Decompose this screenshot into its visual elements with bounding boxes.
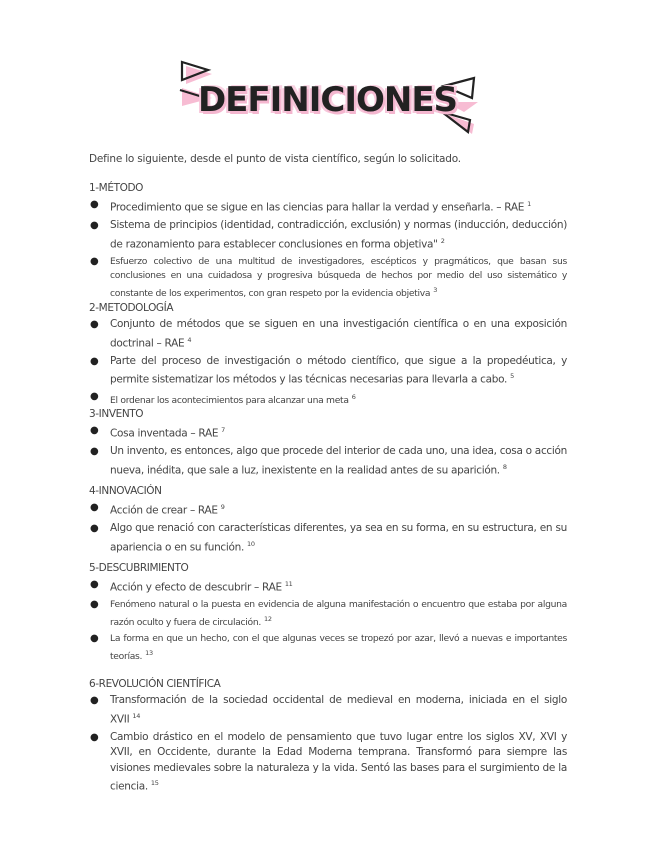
- list-item: ● Transformación de la sociedad occidental de medieval en moderna, iniciada en el siglo XVII $^{14}$: [90, 694, 567, 725]
- bullet-icon: ●: [90, 255, 99, 267]
- footnote-ref: 14: [132, 711, 141, 720]
- footnote-ref: 13: [145, 649, 153, 658]
- list-item: ● Sistema de principios (identidad, contradicción, exclusión) y normas (inducción, deducción) de razonamiento para establecer conclusiones en forma objetiva" $^2$: [90, 219, 567, 250]
- section-title: 6-REVOLUCIÓN CIENTÍFICA: [89, 678, 221, 690]
- footnote-ref: 3: [433, 285, 438, 294]
- bullet-icon: ●: [90, 319, 99, 330]
- list-item: ● Cambio drástico en el modelo de pensamiento que tuvo lugar entre los siglos XV, XVI y XVII, en Occidente, durante la Edad Moderna temprana. Transformó para siempre las visiones medievales sobre la naturaleza y la vida. Sentó las bases para el surgimiento de la ciencia. $^{15}$: [90, 730, 567, 793]
- footnote-ref: 10: [247, 539, 255, 548]
- section-revolucion-cientifica: [89, 678, 567, 797]
- section-title: 4-INNOVACIÓN: [89, 485, 162, 497]
- bullet-icon: ●: [90, 523, 99, 534]
- list-item: ● Fenómeno natural o la puesta en evidencia de alguna manifestación o encuentro que estaba por alguna razón oculto y fuera de circulación. $^{12}$: [90, 599, 567, 629]
- section-invento: [89, 408, 567, 481]
- footnote-ref: 1: [527, 200, 531, 208]
- bullet-icon: ●: [90, 425, 99, 436]
- bullet-icon: ●: [90, 446, 99, 457]
- bullet-icon: ●: [90, 633, 99, 645]
- footnote-ref: 8: [502, 462, 507, 471]
- list-item: ● Algo que renació con características diferentes, ya sea en su forma, en su estructura, en su apariencia o en su función. $^{10}$: [90, 522, 567, 553]
- section-metodo: [89, 182, 567, 303]
- footnote-ref: 5: [510, 372, 514, 380]
- section-title: 2-METODOLOGÍA: [89, 302, 174, 314]
- bullet-icon: ●: [90, 355, 99, 367]
- bullet-icon: ●: [90, 695, 99, 706]
- footnote-ref: 11: [284, 580, 293, 588]
- section-title: 1-MÉTODO: [89, 182, 143, 194]
- bullet-icon: ●: [90, 502, 99, 513]
- list-item: ● El ordenar los acontecimientos para alcanzar una meta $^6$: [90, 391, 356, 407]
- bullet-icon: ●: [90, 731, 99, 743]
- footnote-ref: 7: [221, 426, 226, 434]
- list-item: ● Esfuerzo colectivo de una multitud de investigadores, escépticos y pragmáticos, que basan sus conclusiones en una cuidadosa y progresiva búsqueda de hechos por medio del uso sistemático y constante de los experimentos, con gran respeto por la evidencia objetiva $^3$: [90, 255, 567, 299]
- bullet-icon: ●: [90, 391, 99, 402]
- section-innovacion: [89, 485, 567, 558]
- list-item: ● Conjunto de métodos que se siguen en una investigación científica o en una exposición doctrinal – RAE $^4$: [90, 318, 567, 349]
- section-title: 3-INVENTO: [89, 408, 144, 420]
- page-title: DEFINICIONES: [197, 80, 458, 120]
- list-item: ● Cosa inventada – RAE $^7$: [90, 425, 226, 440]
- list-item: ● Un invento, es entonces, algo que procede del interior de cada uno, una idea, cosa o acción nueva, inédita, que sale a luz, inexistente en la realidad antes de su aparición. $^8$: [90, 445, 567, 476]
- intro-text: Define lo siguiente, desde el punto de vista científico, según lo solicitado.: [89, 153, 461, 165]
- bullet-icon: ●: [90, 199, 99, 210]
- footnote-ref: 2: [440, 236, 445, 245]
- bullet-icon: ●: [90, 599, 99, 610]
- list-item: ● Procedimiento que se sigue en las ciencias para hallar la verdad y enseñarla. – RAE $^1$: [90, 199, 531, 214]
- section-metodologia: [89, 302, 567, 410]
- list-item: ● La forma en que un hecho, con el que algunas veces se tropezó por azar, llevó a nuevas e importantes teorías. $^{13}$: [90, 633, 567, 663]
- section-descubrimiento: [89, 562, 567, 666]
- list-item: ● Acción de crear – RAE $^9$: [90, 502, 225, 517]
- footnote-ref: 9: [220, 503, 225, 511]
- footnote-ref: 6: [351, 393, 356, 401]
- footnote-ref: 15: [150, 779, 159, 787]
- bullet-icon: ●: [90, 220, 99, 231]
- footnote-ref: 4: [187, 335, 192, 344]
- bullet-icon: ●: [90, 579, 99, 590]
- section-title: 5-DESCUBRIMIENTO: [89, 562, 189, 574]
- title-header: [0, 58, 655, 138]
- list-item: ● Parte del proceso de investigación o método científico, que sigue a la propedéutica, y permite sistematizar los métodos y las técnicas necesarias para llevarla a cabo. $^5$: [90, 354, 567, 386]
- list-item: ● Acción y efecto de descubrir – RAE $^{11}$: [90, 579, 293, 594]
- footnote-ref: 12: [264, 615, 272, 623]
